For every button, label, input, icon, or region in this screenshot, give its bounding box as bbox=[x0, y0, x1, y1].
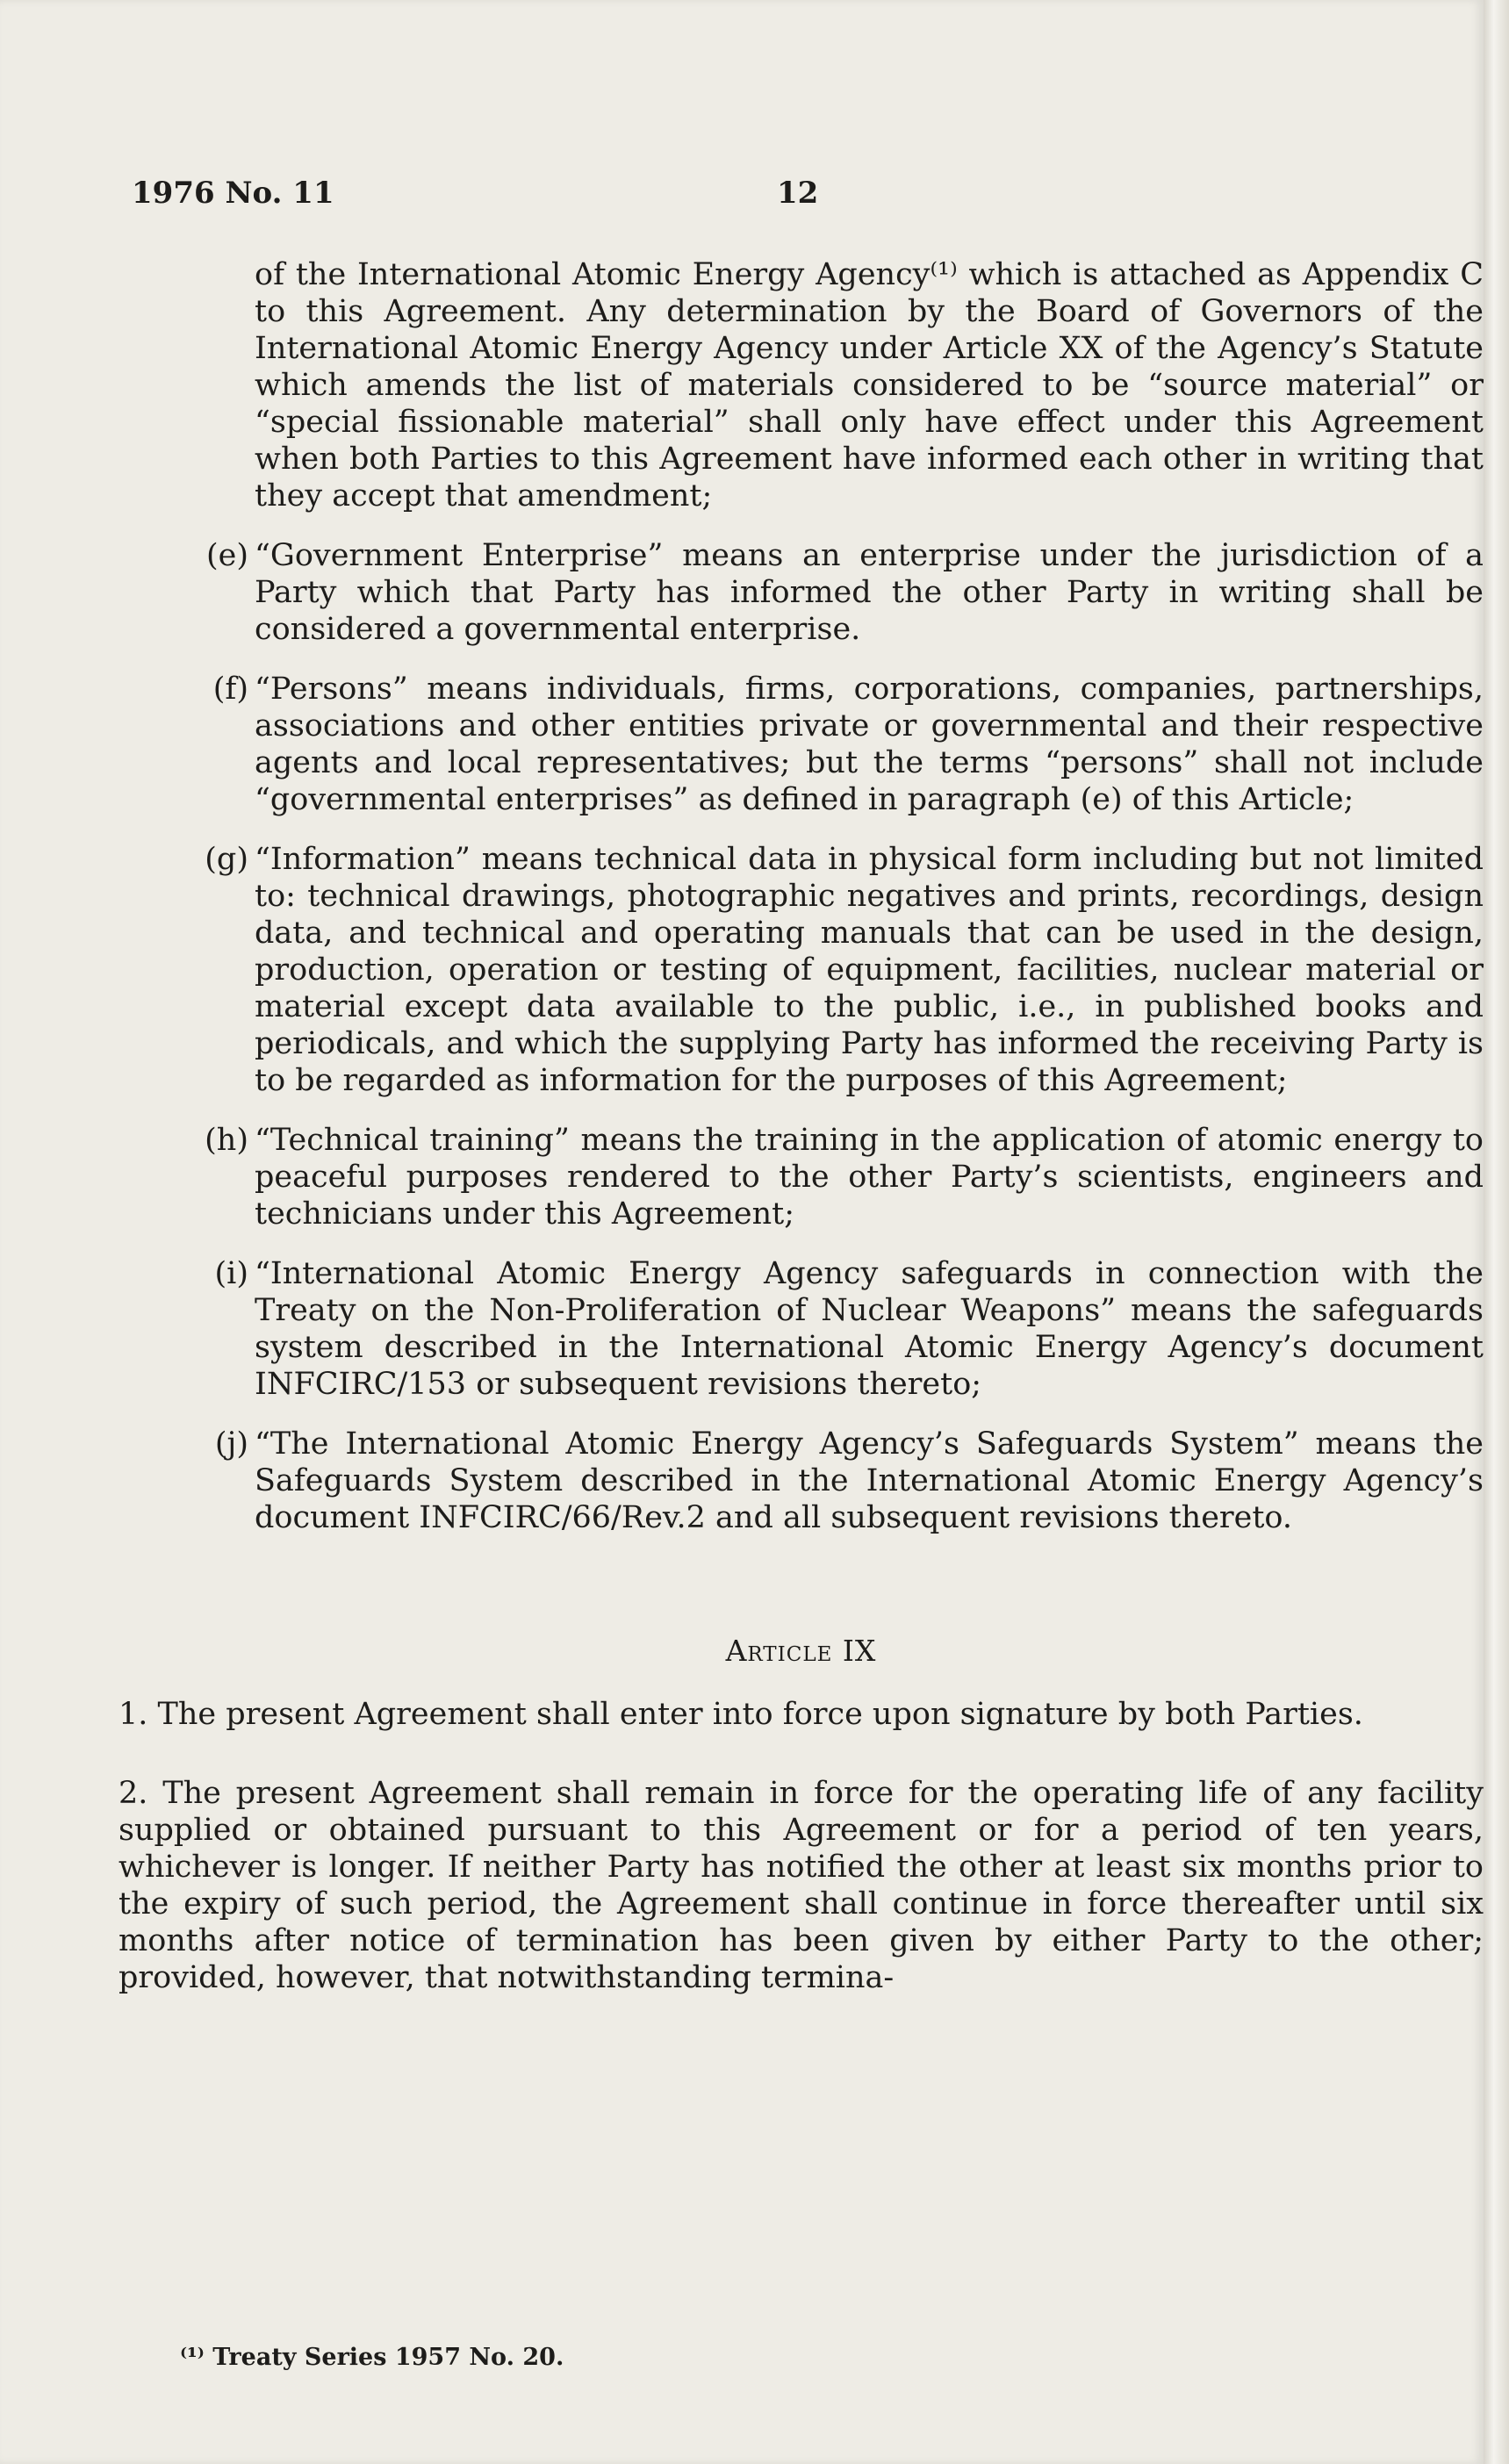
definition-j bbox=[119, 1426, 1484, 1536]
paragraph-2: 2. The present Agreement shall remain in force for the operating life of any facility supplied or obtained pursuant to this Agreement or for a period of ten years, whichever is longer. If neither Party has notified the other at least six months prior to the expiry of such period, the Agreement shall continue in force thereafter until six months after notice of termination has been given by either Party to the other; provided, however, that notwithstanding termina- bbox=[119, 1776, 1484, 1995]
footnote: ⁽¹⁾ Treaty Series 1957 No. 20. bbox=[180, 2344, 564, 2371]
item-text: “Government Enterprise” means an enterprise under the jurisdiction of a Party which that Party has informed the other Party in writing shall be considered a governmental enterprise. bbox=[255, 538, 1484, 647]
definition-g bbox=[119, 841, 1484, 1099]
item-label: (e) bbox=[205, 538, 248, 573]
item-label: (f) bbox=[212, 672, 248, 707]
definition-e bbox=[119, 537, 1484, 648]
article-heading: Article IX bbox=[725, 1634, 877, 1668]
page-edge bbox=[1484, 0, 1509, 2464]
definition-h bbox=[119, 1122, 1484, 1232]
item-text: “Technical training” means the training in the application of atomic energy to peaceful purposes rendered to the other Party’s scientists, engineers and technicians under this Agreement; bbox=[255, 1123, 1484, 1232]
continued-definition: of the International Atomic Energy Agency⁽¹⁾ which is attached as Appendix C to this Agreement. Any determination by the Board of Governors of the International Atomic Energy Agency under Article XX of the Agency’s Statute which amends the list of materials considered to be “source material” or “special fissionable material” shall only have effect under this Agreement when both Parties to this Agreement have informed each other in writing that they accept that amendment; bbox=[255, 257, 1484, 514]
item-text: “Information” means technical data in physical form including but not limited to: technical drawings, photographic negatives and prints, recordings, design data, and technical and operating manuals that can be used in the design, production, operation or testing of equipment, facilities, nuclear material or material except data available to the public, i.e., in published books and periodicals, and which the supplying Party has informed the receiving Party is to be regarded as information for the purposes of this Agreement; bbox=[255, 842, 1484, 1098]
item-text: “International Atomic Energy Agency safeguards in connection with the Treaty on the Non-Proliferation of Nuclear Weapons” means the safeguards system described in the International Atomic Energy Agency’s document INFCIRC/153 or subsequent revisions thereto; bbox=[255, 1256, 1484, 1402]
item-text: “The International Atomic Energy Agency’s Safeguards System” means the Safeguards System described in the International Atomic Energy Agency’s document INFCIRC/66/Rev.2 and all subsequent revisions thereto. bbox=[255, 1426, 1484, 1535]
item-label: (i) bbox=[214, 1256, 248, 1291]
series-number: 1976 No. 11 bbox=[132, 176, 334, 211]
item-text: “Persons” means individuals, firms, corporations, companies, partnerships, associations and other entities private or governmental and their respective agents and local representatives; but the terms “persons” shall not include “governmental enterprises” as defined in paragraph (e) of this Article; bbox=[255, 672, 1484, 817]
paragraph-1: 1. The present Agreement shall enter into force upon signature by both Parties. bbox=[119, 1697, 1363, 1732]
definition-i bbox=[119, 1255, 1484, 1403]
item-label: (j) bbox=[214, 1426, 248, 1462]
body-text bbox=[119, 256, 1484, 1996]
definition-f bbox=[119, 671, 1484, 818]
page-number: 12 bbox=[777, 176, 819, 211]
item-label: (g) bbox=[205, 842, 248, 877]
item-label: (h) bbox=[205, 1123, 248, 1158]
